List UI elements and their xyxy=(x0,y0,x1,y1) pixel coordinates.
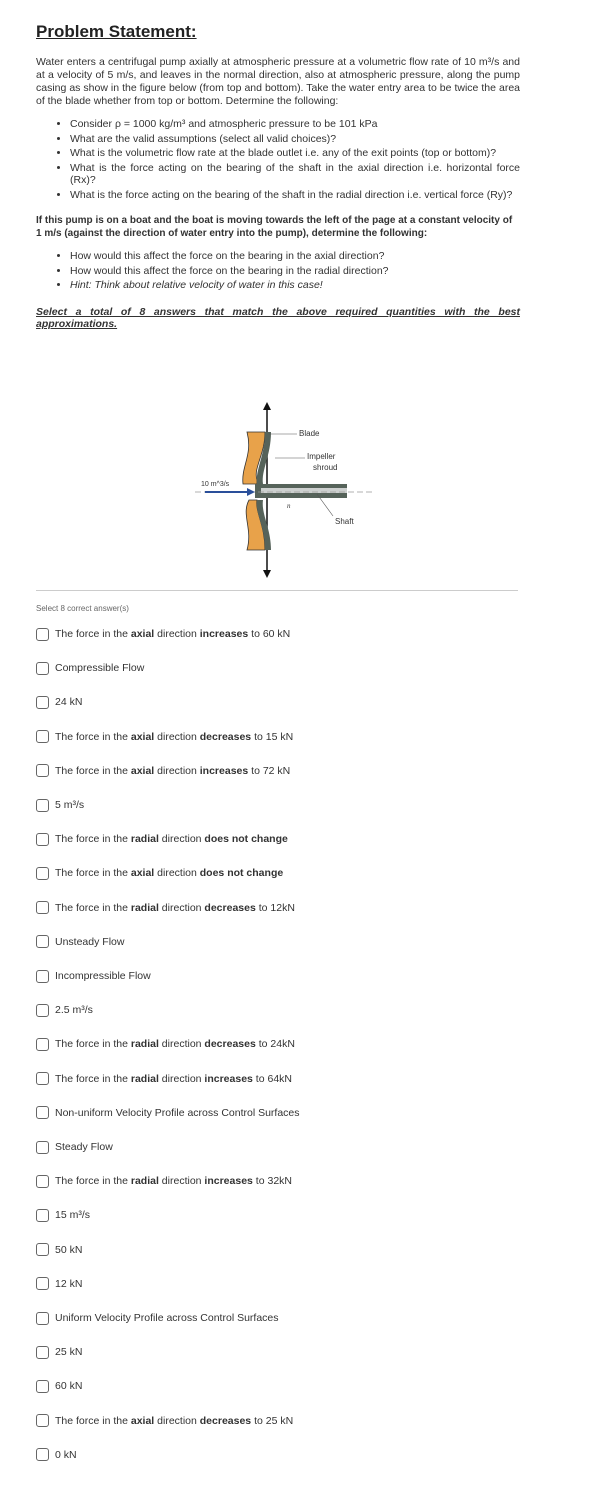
answer-checkbox[interactable] xyxy=(36,1448,49,1461)
answer-label: The force in the radial direction decreases to 12kN xyxy=(55,901,295,914)
impeller-label: Impeller xyxy=(307,452,336,461)
problem-content xyxy=(36,22,520,331)
answer-option[interactable] xyxy=(36,1378,82,1394)
answer-option[interactable] xyxy=(36,1344,82,1360)
answer-label: 60 kN xyxy=(55,1380,83,1393)
answer-checkbox[interactable] xyxy=(36,1175,49,1188)
bullet-assumptions: • What are the valid assumptions (select all valid choices)? xyxy=(70,133,520,146)
answer-option[interactable] xyxy=(36,797,84,813)
answer-option[interactable] xyxy=(36,1310,279,1326)
shaft-label: Shaft xyxy=(335,517,354,526)
boat-bullet-radial: • How would this affect the force on the bearing in the radial direction? xyxy=(70,265,520,278)
boat-paragraph: If this pump is on a boat and the boat is moving towards the left of the page at a constant velocity of 1 m/s (against the direction of water entry into the pump), determine the following: xyxy=(36,215,513,239)
answer-label: The force in the radial direction increases to 64kN xyxy=(55,1072,292,1085)
answer-label: 2.5 m³/s xyxy=(55,1004,93,1017)
answer-option[interactable] xyxy=(36,626,290,642)
boat-bullet-hint: • Hint: Think about relative velocity of water in this case! xyxy=(70,279,520,292)
answer-label: The force in the radial direction does not change xyxy=(55,833,288,846)
answer-checkbox[interactable] xyxy=(36,764,49,777)
answer-label: 50 kN xyxy=(55,1243,83,1256)
answer-option[interactable] xyxy=(36,968,151,984)
up-arrow-icon xyxy=(263,402,271,410)
answer-option[interactable] xyxy=(36,1002,93,1018)
flow-rate-label: 10 m^3/s xyxy=(201,481,230,488)
answer-checkbox[interactable] xyxy=(36,1414,49,1427)
answer-checkbox[interactable] xyxy=(36,970,49,983)
answer-checkbox[interactable] xyxy=(36,1346,49,1359)
answer-option[interactable] xyxy=(36,1173,292,1189)
answer-option[interactable] xyxy=(36,831,288,847)
answer-label: Incompressible Flow xyxy=(55,970,151,982)
answer-checkbox[interactable] xyxy=(36,1141,49,1154)
bullet-density: • Consider ρ = 1000 kg/m³ and atmospheric pressure to be 101 kPa xyxy=(70,118,520,131)
answer-checkbox[interactable] xyxy=(36,662,49,675)
answer-label: The force in the axial direction increases to 72 kN xyxy=(55,764,291,777)
answer-label: Uniform Velocity Profile across Control Surfaces xyxy=(55,1312,279,1324)
answer-option[interactable] xyxy=(36,1036,295,1052)
answer-label: The force in the radial direction increases to 32kN xyxy=(55,1175,292,1188)
answer-label: 25 kN xyxy=(55,1346,83,1359)
bullet-axial-force: • What is the force acting on the bearing of the shaft in the axial direction i.e. horizontal force (Rx)? xyxy=(70,162,520,187)
pump-diagram-svg xyxy=(195,400,375,580)
answer-checkbox[interactable] xyxy=(36,1004,49,1017)
answer-checkbox[interactable] xyxy=(36,867,49,880)
answer-option[interactable] xyxy=(36,694,82,710)
answer-option[interactable] xyxy=(36,1105,300,1121)
answer-label: Non-uniform Velocity Profile across Control Surfaces xyxy=(55,1106,300,1119)
answer-checkbox[interactable] xyxy=(36,1277,49,1290)
answer-label: The force in the axial direction decreases to 25 kN xyxy=(55,1414,294,1427)
answer-checkbox[interactable] xyxy=(36,628,49,641)
select-count-label: Select 8 correct answer(s) xyxy=(36,604,129,613)
answer-checkbox[interactable] xyxy=(36,1209,49,1222)
answer-label: The force in the radial direction decreases to 24kN xyxy=(55,1038,295,1051)
answer-option[interactable] xyxy=(36,763,290,779)
boat-bullet-axial: • How would this affect the force on the bearing in the axial direction? xyxy=(70,250,520,263)
bullet-flow-rate: • What is the volumetric flow rate at the blade outlet i.e. any of the exit points (top or bottom)? xyxy=(70,147,520,160)
answer-checkbox[interactable] xyxy=(36,1072,49,1085)
answer-label: The force in the axial direction decreases to 15 kN xyxy=(55,730,294,743)
answer-option[interactable] xyxy=(36,1207,90,1223)
divider xyxy=(36,590,518,591)
boat-bullets xyxy=(36,250,520,292)
answer-checkbox[interactable] xyxy=(36,1038,49,1051)
answer-label: The force in the axial direction does not change xyxy=(55,867,284,880)
answer-option[interactable] xyxy=(36,1071,292,1087)
answer-label: 0 kN xyxy=(55,1448,77,1461)
answer-option[interactable] xyxy=(36,729,293,745)
down-arrow-icon xyxy=(263,570,271,578)
answer-option[interactable] xyxy=(36,1242,82,1258)
answer-option[interactable] xyxy=(36,1276,82,1292)
bullet-radial-force: • What is the force acting on the bearing of the shaft in the radial direction i.e. vertical force (Ry)? xyxy=(70,189,520,202)
problem-title: Problem Statement: xyxy=(36,22,197,41)
pump-figure xyxy=(195,400,375,580)
rotation-label: n xyxy=(287,502,291,510)
answer-option[interactable] xyxy=(36,1413,293,1429)
answer-checkbox[interactable] xyxy=(36,935,49,948)
answer-checkbox[interactable] xyxy=(36,799,49,812)
answer-option[interactable] xyxy=(36,660,144,676)
answer-checkbox[interactable] xyxy=(36,1106,49,1119)
answer-checkbox[interactable] xyxy=(36,1312,49,1325)
answer-checkbox[interactable] xyxy=(36,1243,49,1256)
answer-label: 24 kN xyxy=(55,696,83,709)
answer-label: Unsteady Flow xyxy=(55,935,125,948)
answer-checkbox[interactable] xyxy=(36,1380,49,1393)
answer-checkbox[interactable] xyxy=(36,901,49,914)
flow-arrow-icon xyxy=(247,488,255,496)
answer-label: The force in the axial direction increases to 60 kN xyxy=(55,628,291,640)
problem-paragraph: Water enters a centrifugal pump axially at atmospheric pressure at a volumetric flow rate of 10 m³/s and at a velocity of 5 m/s, and leaves in the normal direction, also at atmospheric pressure, along the pump casing as show in the figure below (from top and bottom). Take the water entry area to be twice the area of the blade whether from top or bottom. Determine the following: xyxy=(36,56,520,107)
answer-option[interactable] xyxy=(36,1139,113,1155)
answer-checkbox[interactable] xyxy=(36,696,49,709)
blade-label: Blade xyxy=(299,429,320,438)
answer-label: 12 kN xyxy=(55,1277,83,1290)
answer-option[interactable] xyxy=(36,900,295,916)
answer-checkbox[interactable] xyxy=(36,730,49,743)
answer-label: 5 m³/s xyxy=(55,799,85,811)
answer-option[interactable] xyxy=(36,1447,77,1463)
answer-checkbox[interactable] xyxy=(36,833,49,846)
answer-label: Compressible Flow xyxy=(55,662,145,675)
answer-label: Steady Flow xyxy=(55,1141,113,1153)
answer-option[interactable] xyxy=(36,865,283,881)
problem-bullets xyxy=(36,118,520,201)
select-instruction: Select a total of 8 answers that match the above required quantities with the best approximations. xyxy=(36,305,520,330)
answer-label: 15 m³/s xyxy=(55,1209,91,1222)
shroud-label: shroud xyxy=(313,463,338,472)
answer-option[interactable] xyxy=(36,934,124,950)
